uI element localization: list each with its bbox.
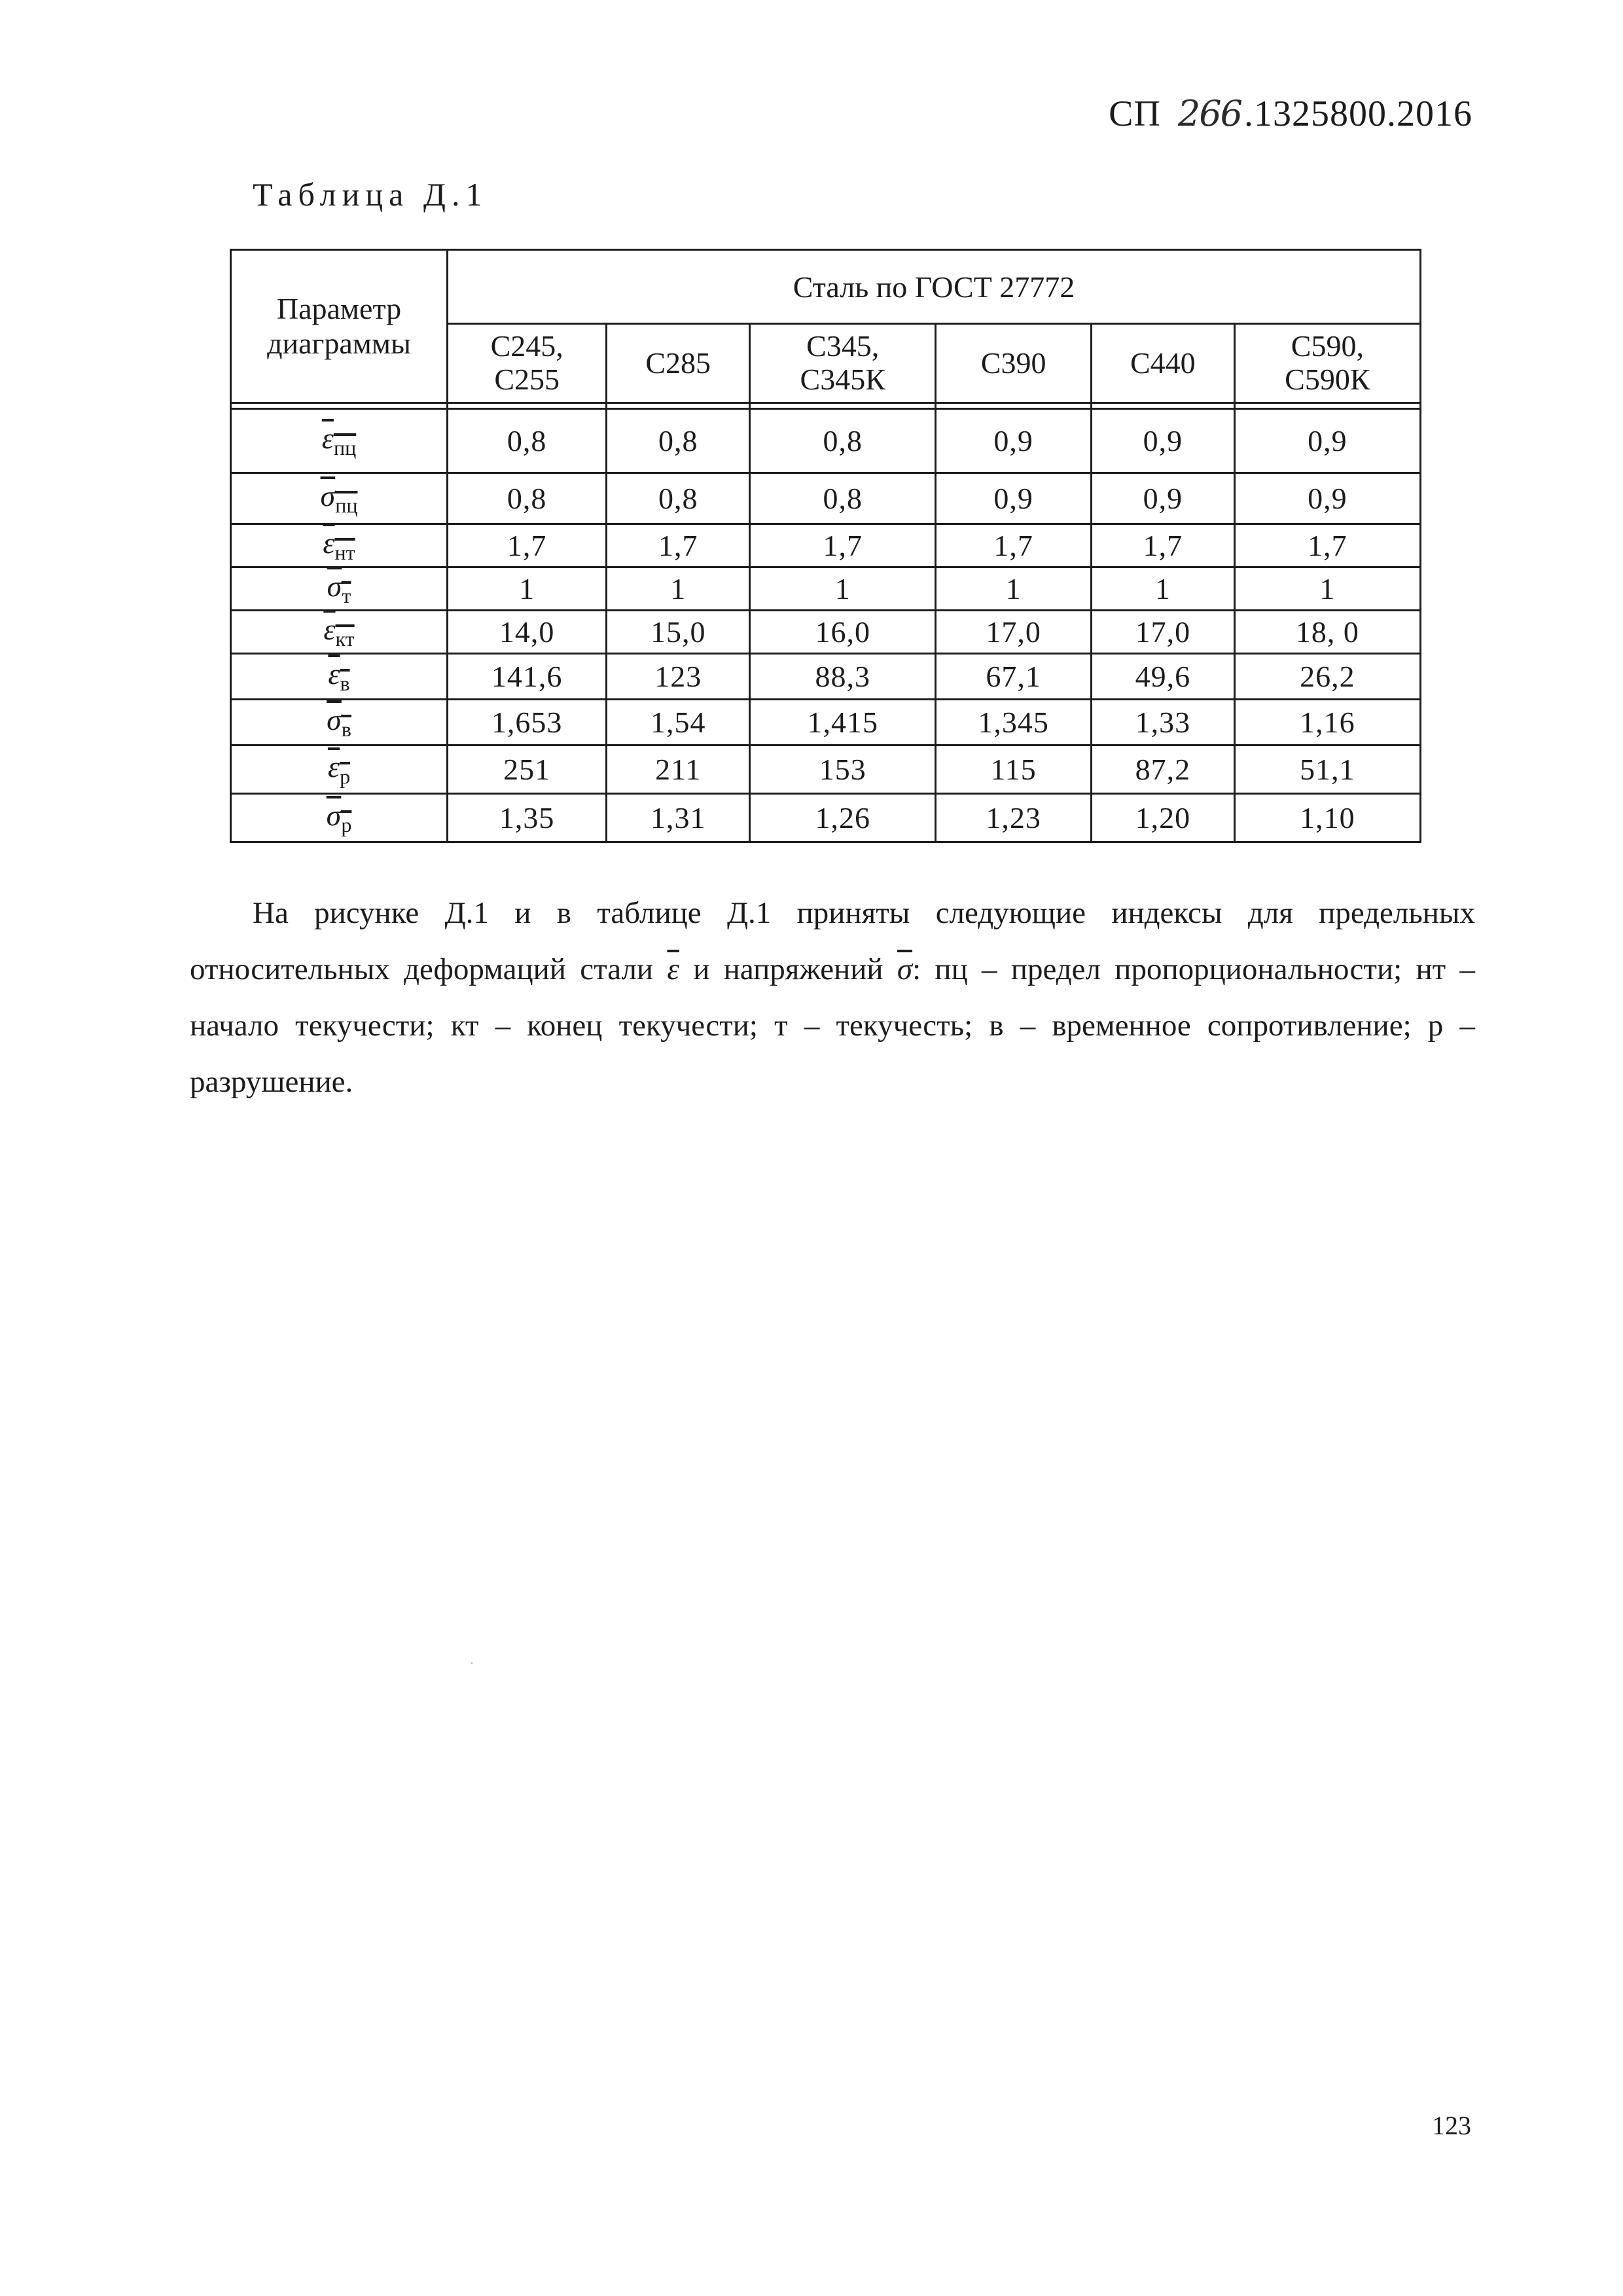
table-cell: 51,1	[1234, 745, 1420, 794]
table-cell: 1,33	[1091, 700, 1234, 745]
table-cell: 1,653	[448, 700, 607, 745]
symbol-subscript: р	[341, 813, 352, 837]
table-cell: 15,0	[607, 611, 750, 654]
table-cell: 16,0	[750, 611, 936, 654]
table-caption: Таблица Д.1	[253, 176, 488, 213]
paragraph-text-2: и напряжений	[679, 952, 897, 986]
symbol-letter: σ	[327, 569, 342, 603]
parameter-symbol	[231, 745, 448, 794]
steel-grade-line2: С590К	[1285, 363, 1370, 396]
table-cell: 0,9	[1091, 409, 1234, 473]
steel-group-header: Сталь по ГОСТ 27772	[448, 250, 1421, 324]
table-cell: 0,8	[607, 473, 750, 524]
steel-grade-line1: С285	[645, 346, 711, 380]
steel-grade-header	[750, 324, 936, 403]
table-cell: 1	[448, 567, 607, 611]
table-cell: 0,9	[936, 473, 1092, 524]
table-cell: 1,20	[1091, 794, 1234, 842]
symbol-letter: ε	[323, 526, 335, 560]
symbol-letter: σ	[320, 479, 336, 513]
table-cell: 1	[607, 567, 750, 611]
parameter-symbol	[231, 524, 448, 567]
table-cell: 1,31	[607, 794, 750, 842]
table-cell: 115	[936, 745, 1092, 794]
steel-grade-line2: С255	[494, 363, 560, 396]
steel-grade-line1: С440	[1130, 346, 1196, 380]
table-cell: 1	[1091, 567, 1234, 611]
symbol-subscript: т	[342, 584, 351, 608]
table-cell: 153	[750, 745, 936, 794]
table-cell: 0,8	[607, 409, 750, 473]
sigma-symbol: $\overline{\sigma}$	[897, 952, 913, 986]
parameter-symbol	[231, 794, 448, 842]
table-cell: 0,9	[1091, 473, 1234, 524]
steel-parameters-table	[230, 249, 1421, 843]
symbol-subscript: нт	[334, 541, 355, 565]
symbol-letter: σ	[326, 798, 342, 833]
steel-grade-header	[936, 324, 1092, 403]
table-cell: 1,7	[1234, 524, 1420, 567]
parameter-symbol	[231, 567, 448, 611]
table-cell: 17,0	[936, 611, 1092, 654]
table-row	[231, 409, 1421, 473]
table-cell: 87,2	[1091, 745, 1234, 794]
symbol-letter: ε	[323, 613, 336, 647]
table-cell: 88,3	[750, 654, 936, 700]
table-cell: 1,7	[448, 524, 607, 567]
symbol-subscript: кт	[335, 627, 355, 651]
table-cell: 1,23	[936, 794, 1092, 842]
table-row	[231, 524, 1421, 567]
table-cell: 1,35	[448, 794, 607, 842]
table-row	[231, 700, 1421, 745]
table-cell: 17,0	[1091, 611, 1234, 654]
page-number: 123	[1432, 2111, 1471, 2140]
table-cell: 0,9	[1234, 409, 1420, 473]
symbol-letter: ε	[321, 422, 334, 456]
symbol-subscript: в	[341, 717, 351, 742]
table-cell: 14,0	[448, 611, 607, 654]
parameter-symbol	[231, 700, 448, 745]
table-cell: 49,6	[1091, 654, 1234, 700]
handwritten-number: 266	[1177, 93, 1241, 134]
explanatory-paragraph	[190, 885, 1475, 1110]
table-row	[231, 794, 1421, 842]
steel-grade-line1: С345,	[806, 329, 880, 363]
table-cell: 1,345	[936, 700, 1092, 745]
table-cell: 1,7	[750, 524, 936, 567]
table-cell: 251	[448, 745, 607, 794]
symbol-letter: ε	[327, 750, 340, 784]
table-cell: 0,8	[448, 473, 607, 524]
symbol-subscript: пц	[335, 493, 358, 518]
table-row	[231, 567, 1421, 611]
doc-code-prefix: СП	[1109, 94, 1161, 134]
table-row	[231, 473, 1421, 524]
symbol-letter: ε	[328, 657, 340, 691]
table-cell: 1,16	[1234, 700, 1420, 745]
steel-grade-header	[607, 324, 750, 403]
table-cell: 0,8	[750, 473, 936, 524]
table-cell: 0,9	[936, 409, 1092, 473]
table-cell: 18, 0	[1234, 611, 1420, 654]
table-cell: 211	[607, 745, 750, 794]
parameter-symbol	[231, 473, 448, 524]
steel-grade-header	[1234, 324, 1420, 403]
steel-grade-line1: С590,	[1291, 329, 1364, 363]
steel-grade-header	[448, 324, 607, 403]
table-cell: 1,415	[750, 700, 936, 745]
table-cell: 123	[607, 654, 750, 700]
doc-code-suffix: .1325800.2016	[1244, 94, 1472, 134]
table-cell: 141,6	[448, 654, 607, 700]
table-cell: 1,10	[1234, 794, 1420, 842]
parameter-symbol	[231, 654, 448, 700]
table-cell: 1,7	[936, 524, 1092, 567]
scan-speck	[471, 1662, 473, 1664]
symbol-letter: σ	[327, 703, 342, 737]
symbol-subscript: в	[340, 672, 350, 696]
table-cell: 26,2	[1234, 654, 1420, 700]
table-cell: 1,54	[607, 700, 750, 745]
table-cell: 1,7	[1091, 524, 1234, 567]
table-cell: 1,26	[750, 794, 936, 842]
parameter-symbol	[231, 409, 448, 473]
paragraph-text-1: На рисунке Д.1 и в таблице Д.1 приняты следующие индексы для предельных относительных деформаций стали	[190, 896, 1475, 986]
epsilon-symbol: $\overline{\varepsilon}$	[667, 952, 679, 986]
table-cell: 0,9	[1234, 473, 1420, 524]
param-column-header: Параметр диаграммы	[231, 250, 448, 403]
document-header	[1109, 93, 1472, 135]
table-row	[231, 654, 1421, 700]
table-row	[231, 611, 1421, 654]
symbol-subscript: р	[340, 764, 351, 789]
steel-grade-line2: С345К	[800, 363, 885, 396]
table-cell: 1	[750, 567, 936, 611]
steel-grade-header	[1091, 324, 1234, 403]
steel-grade-line1: С390	[980, 346, 1046, 380]
parameter-symbol	[231, 611, 448, 654]
table-cell: 1	[936, 567, 1092, 611]
symbol-subscript: пц	[333, 436, 357, 460]
table-cell: 1	[1234, 567, 1420, 611]
table-cell: 1,7	[607, 524, 750, 567]
table-cell: 0,8	[448, 409, 607, 473]
table-row	[231, 745, 1421, 794]
steel-grade-line1: С245,	[490, 329, 563, 363]
table-cell: 0,8	[750, 409, 936, 473]
table-cell: 67,1	[936, 654, 1092, 700]
paragraph-text-3: : пц – предел пропорциональности; нт – начало текучести; кт – конец текучести; т – текучесть; в – временное сопротивление; р – разрушение.	[190, 952, 1475, 1099]
